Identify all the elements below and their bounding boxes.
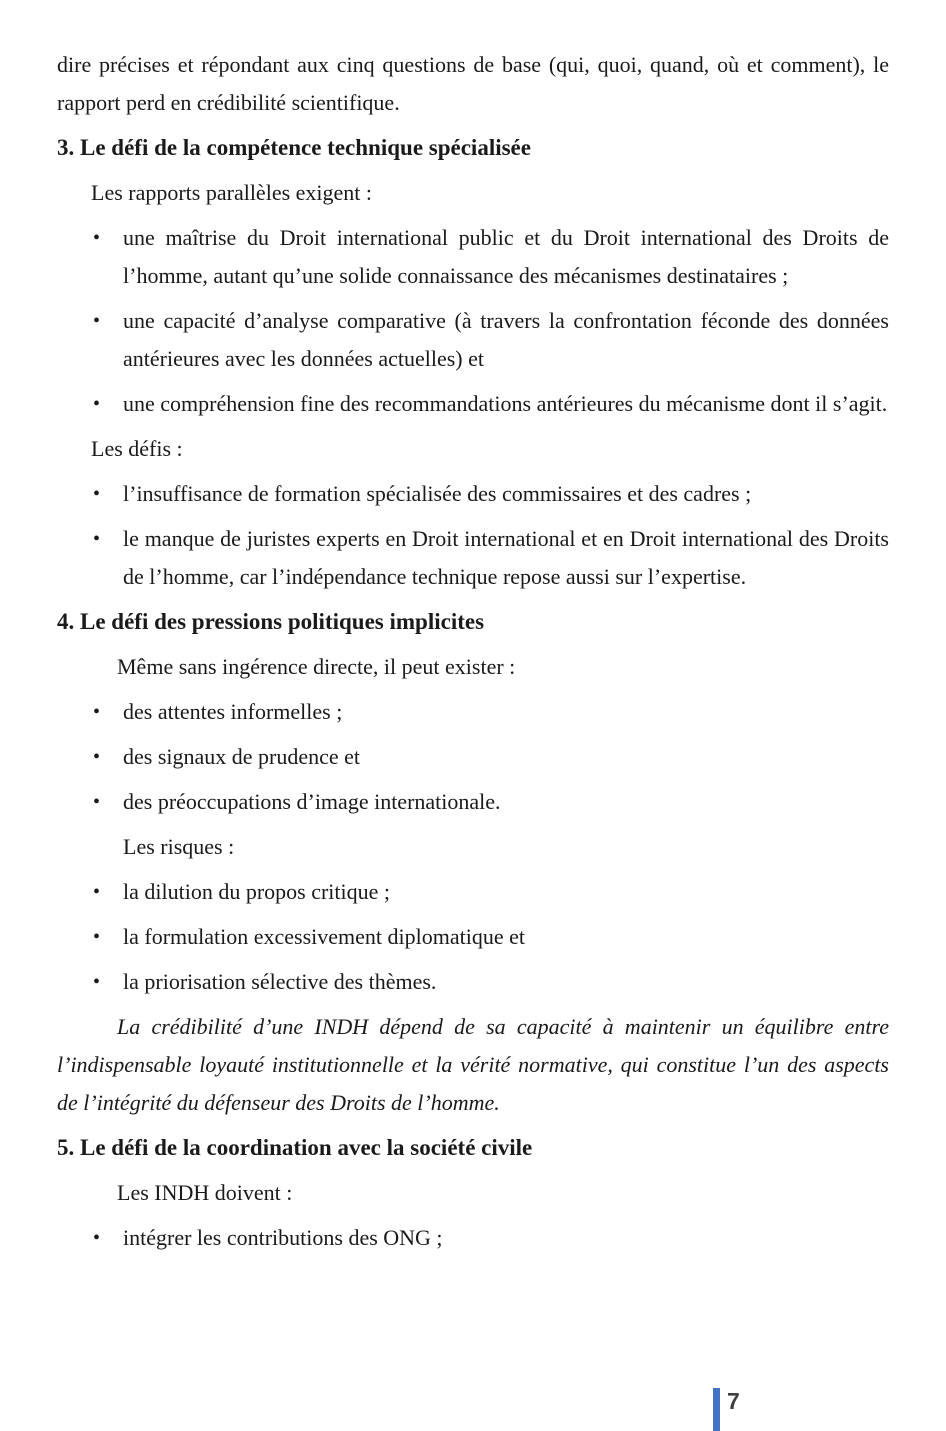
bullet-text: une capacité d’analyse comparative (à travers la confrontation féconde des données antérieures avec les données actuelles) et xyxy=(123,308,889,371)
section-4-lead: Même sans ingérence directe, il peut exister : xyxy=(117,654,516,679)
intro-paragraph: dire précises et répondant aux cinq questions de base (qui, quoi, quand, où et comment), le rapport perd en crédibilité scientifique. xyxy=(57,52,889,115)
bullet-text: des attentes informelles ; xyxy=(123,699,343,724)
bullet-icon: • xyxy=(93,746,101,768)
bullet-text: la dilution du propos critique ; xyxy=(123,879,391,904)
bullet-item xyxy=(57,738,889,776)
bullet-item xyxy=(57,1219,889,1257)
section-3-bullet-list xyxy=(57,219,889,423)
risques-label: Les risques : xyxy=(123,834,235,859)
section-5-heading: 5. Le défi de la coordination avec la société civile xyxy=(57,1135,533,1160)
section-4-heading: 4. Le défi des pressions politiques implicites xyxy=(57,609,485,634)
bullet-text: intégrer les contributions des ONG ; xyxy=(123,1225,443,1250)
bullet-icon: • xyxy=(93,227,101,249)
page-number: 7 xyxy=(727,1388,740,1414)
section-5-bullet-list xyxy=(57,1219,889,1257)
bullet-item xyxy=(57,219,889,295)
bullet-item xyxy=(57,475,889,513)
section-3-lead: Les rapports parallèles exigent : xyxy=(91,180,373,205)
bullet-icon: • xyxy=(93,881,101,903)
section-5-lead: Les INDH doivent : xyxy=(117,1180,293,1205)
defis-label: Les défis : xyxy=(91,436,183,461)
bullet-item xyxy=(57,783,889,821)
bullet-icon: • xyxy=(93,701,101,723)
risques-bullet-list xyxy=(57,873,889,1001)
bullet-item xyxy=(57,520,889,596)
bullet-item xyxy=(57,302,889,378)
bullet-item xyxy=(57,918,889,956)
bullet-icon: • xyxy=(93,971,101,993)
bullet-icon: • xyxy=(93,483,101,505)
page-footer xyxy=(713,1388,740,1431)
bullet-text: la priorisation sélective des thèmes. xyxy=(123,969,437,994)
bullet-item xyxy=(57,385,889,423)
bullet-item xyxy=(57,873,889,911)
bullet-icon: • xyxy=(93,528,101,550)
defis-bullet-list xyxy=(57,475,889,596)
bullet-text: des signaux de prudence et xyxy=(123,744,361,769)
bullet-item xyxy=(57,963,889,1001)
bullet-text: une compréhension fine des recommandations antérieures du mécanisme dont il s’agit. xyxy=(123,391,888,416)
credibility-italic-note: La crédibilité d’une INDH dépend de sa capacité à maintenir un équilibre entre l’indispensable loyauté institutionnelle et la vérité normative, qui constitue l’un des aspects de l’intégrité du défenseur des Droits de l’homme. xyxy=(57,1014,889,1115)
page-number-accent-bar xyxy=(713,1388,720,1431)
bullet-text: la formulation excessivement diplomatique et xyxy=(123,924,525,949)
bullet-icon: • xyxy=(93,1227,101,1249)
bullet-item xyxy=(57,693,889,731)
bullet-text: une maîtrise du Droit international public et du Droit international des Droits de l’homme, autant qu’une solide connaissance des mécanismes destinataires ; xyxy=(123,225,889,288)
section-3-heading: 3. Le défi de la compétence technique spécialisée xyxy=(57,135,531,160)
bullet-icon: • xyxy=(93,791,101,813)
bullet-icon: • xyxy=(93,926,101,948)
bullet-text: l’insuffisance de formation spécialisée des commissaires et des cadres ; xyxy=(123,481,752,506)
bullet-text: des préoccupations d’image internationale. xyxy=(123,789,501,814)
bullet-text: le manque de juristes experts en Droit international et en Droit international des Droits de l’homme, car l’indépendance technique repose aussi sur l’expertise. xyxy=(123,526,889,589)
bullet-icon: • xyxy=(93,310,101,332)
section-4-bullet-list xyxy=(57,693,889,821)
bullet-icon: • xyxy=(93,393,101,415)
